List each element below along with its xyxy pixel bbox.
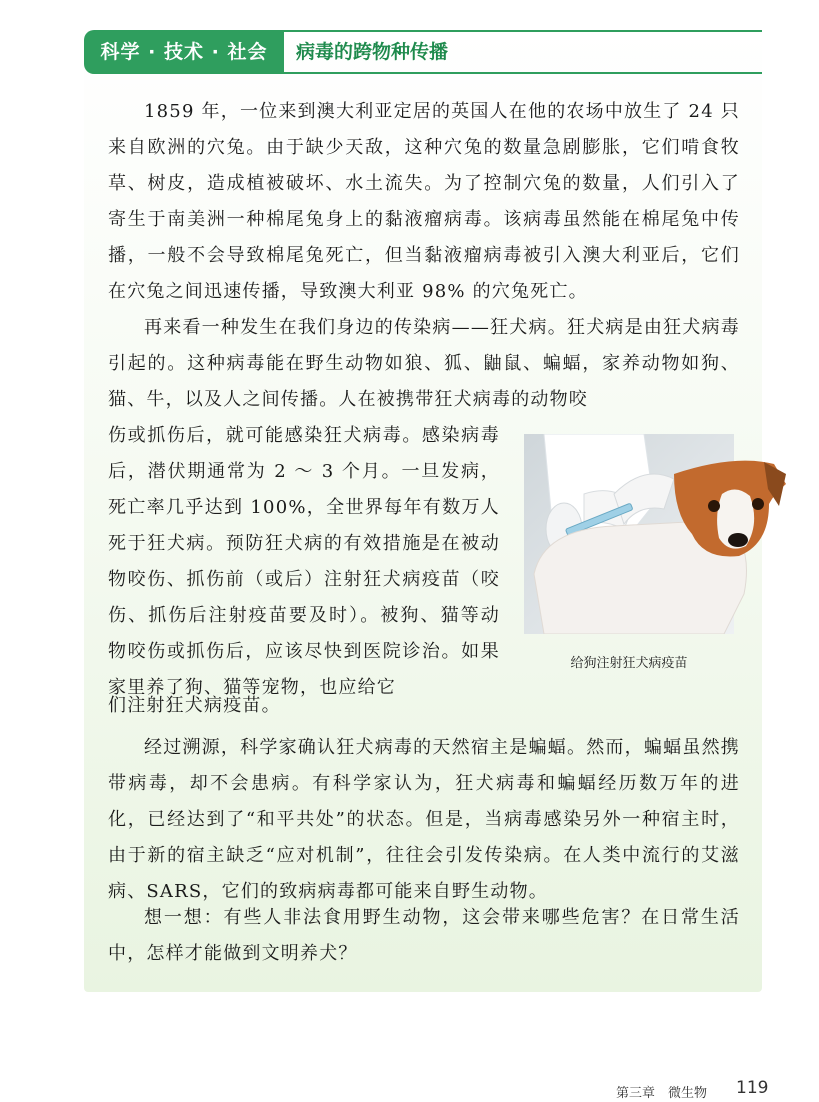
section-header <box>84 30 762 74</box>
paragraph-rabies-wrap: 伤或抓伤后，就可能感染狂犬病毒。感染病毒后，潜伏期通常为 2 ～ 3 个月。一旦发病，死亡率几乎达到 100%，全世界每年有数万人死于狂犬病。预防狂犬病的有效措施是在被动物咬伤、抓伤前（或后）注射狂犬病疫苗（咬伤、抓伤后注射疫苗要及时）。被狗、猫等动物咬伤或抓伤后，应该尽快到医院诊治。如果家里养了狗、猫等宠物，也应给它 <box>108 425 500 698</box>
paragraph-text: 经过溯源，科学家确认狂犬病毒的天然宿主是蝙蝠。然而，蝙蝠虽然携带病毒，却不会患病。有科学家认为，狂犬病毒和蝙蝠经历数万年的进化，已经达到了“和平共处”的状态。但是，当病毒感染另外一种宿主时，由于新的宿主缺乏“应对机制”，往往会引发传染病。在人类中流行的艾滋病、SARS，它们的致病病毒都可能来自野生动物。 <box>108 737 740 902</box>
section-title: 病毒的跨物种传播 <box>296 41 449 63</box>
dog-vaccination-photo <box>524 434 786 634</box>
page-number: 119 <box>736 1078 769 1098</box>
paragraph-rabies-intro <box>108 310 740 418</box>
paragraph-think <box>108 900 740 972</box>
paragraph-text: 1859 年，一位来到澳大利亚定居的英国人在他的农场中放生了 24 只来自欧洲的穴兔。由于缺少天敌，这种穴兔的数量急剧膨胀，它们啃食牧草、树皮，造成植被破坏、水土流失。为了控制穴兔的数量，人们引入了寄生于南美洲一种棉尾兔身上的黏液瘤病毒。该病毒虽然能在棉尾兔中传播，一般不会导致棉尾兔死亡，但当黏液瘤病毒被引入澳大利亚后，它们在穴兔之间迅速传播，导致澳大利亚 98% 的穴兔死亡。 <box>108 101 740 302</box>
paragraph-text: 想一想：有些人非法食用野生动物，这会带来哪些危害？在日常生活中，怎样才能做到文明养犬？ <box>108 907 740 964</box>
chapter-label: 第三章 微生物 <box>616 1086 708 1101</box>
paragraph-text: 再来看一种发生在我们身边的传染病——狂犬病。狂犬病是由狂犬病毒引起的。这种病毒能在野生动物如狼、狐、鼬鼠、蝙蝠，家养动物如狗、猫、牛，以及人之间传播。人在被携带狂犬病毒的动物咬 <box>108 317 740 410</box>
paragraph-rabbits <box>108 94 740 310</box>
section-tag: 科学 · 技术 · 社会 <box>84 30 284 74</box>
paragraph-bats <box>108 730 740 910</box>
figure-caption: 给狗注射狂犬病疫苗 <box>570 656 688 671</box>
paragraph-rabies-tail: 们注射狂犬病疫苗。 <box>108 695 281 716</box>
